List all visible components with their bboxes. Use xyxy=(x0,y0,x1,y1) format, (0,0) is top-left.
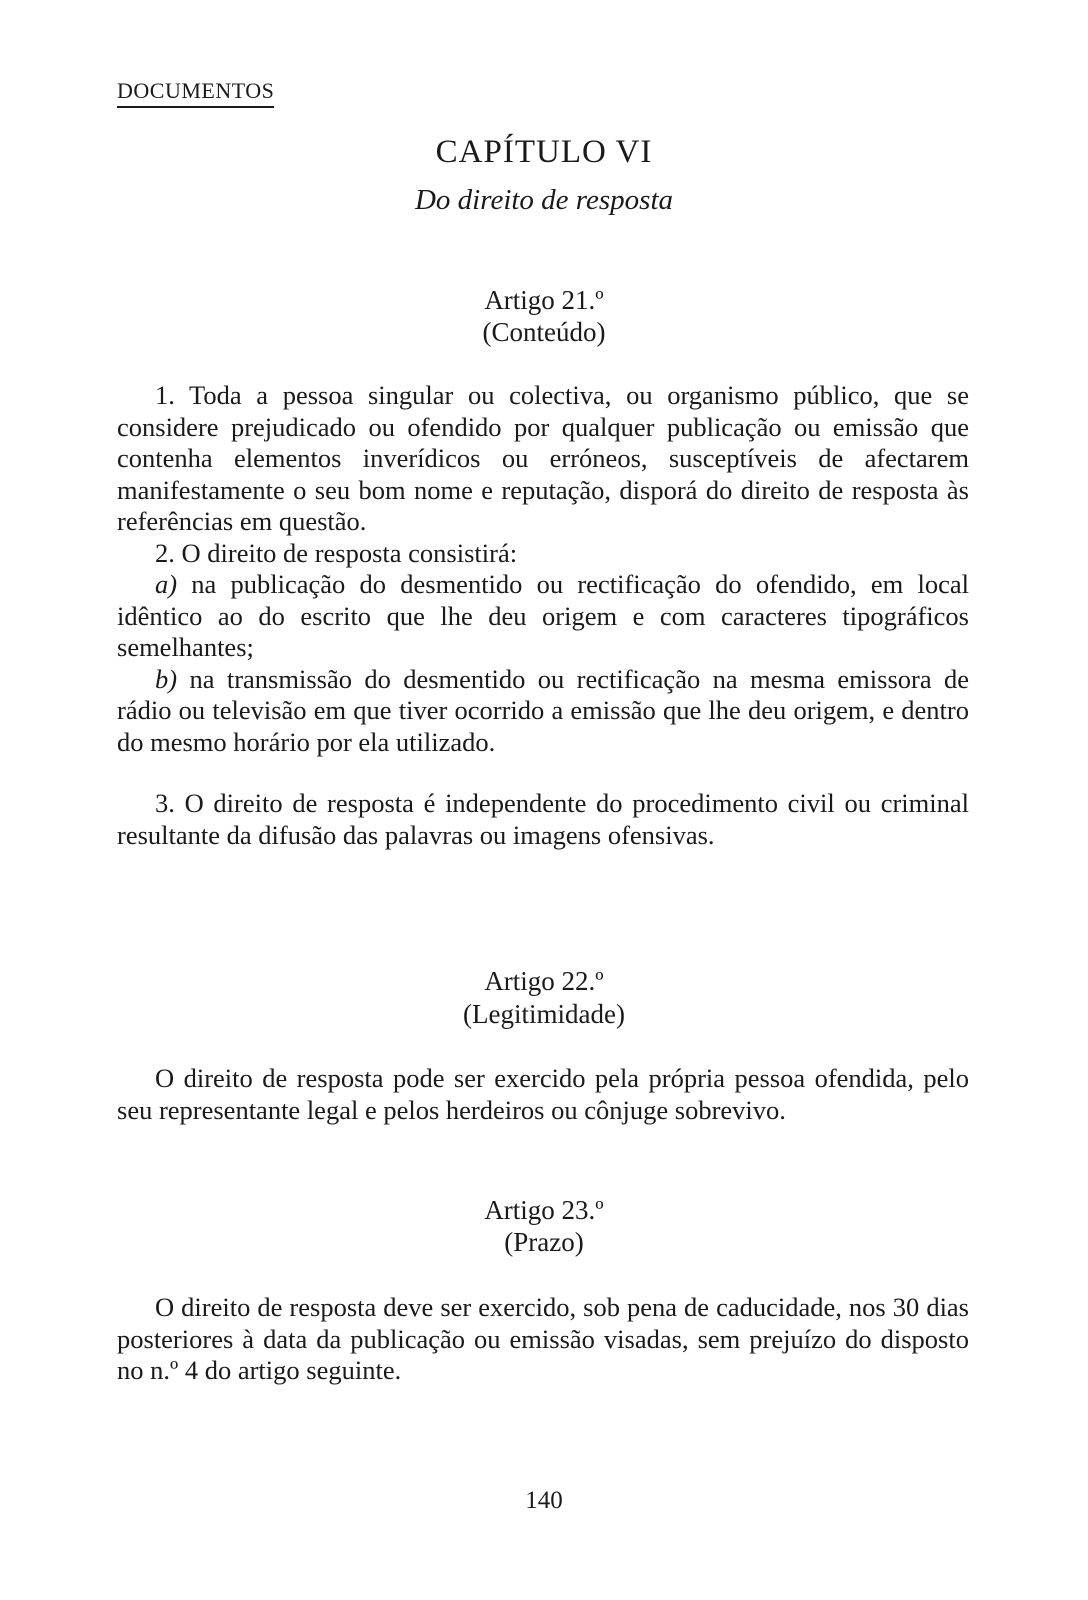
article-21-heading: Artigo 21.º xyxy=(484,285,604,315)
chapter-subtitle: Do direito de resposta xyxy=(414,184,674,216)
article-21-paragraph-1: 1. Toda a pessoa singular ou colectiva, ou organismo público, que se considere prejudicado ou ofendido por qualquer publicação ou emissão que contenha elementos inverídicos ou erróneos, susceptíveis de afectarem manifestamente o seu bom nome e reputação, disporá do direito de resposta às referências em questão. xyxy=(117,380,969,536)
page-number: 140 xyxy=(525,1487,563,1514)
article-22-subtitle: (Legitimidade) xyxy=(463,999,625,1029)
article-21-item-a xyxy=(117,569,969,664)
article-21-item-b xyxy=(117,664,969,759)
article-23-body xyxy=(117,1292,969,1387)
item-a-label: a) xyxy=(155,569,178,599)
running-head: DOCUMENTOS xyxy=(117,78,274,108)
article-22-paragraph-1: O direito de resposta pode ser exercido pela própria pessoa ofendida, pelo seu representante legal e pelos herdeiros ou cônjuge sobrevivo. xyxy=(117,1063,969,1125)
article-22-body xyxy=(117,1063,969,1126)
article-21-subtitle: (Conteúdo) xyxy=(482,317,606,347)
item-b-text: na transmissão do desmentido ou rectificação na mesma emissora de rádio ou televisão em que tiver ocorrido a emissão que lhe deu origem, e dentro do mesmo horário por ela utilizado. xyxy=(117,663,969,757)
article-23-heading: Artigo 23.º xyxy=(484,1195,604,1225)
article-22-heading: Artigo 22.º xyxy=(484,966,604,996)
item-b-label: b) xyxy=(155,663,178,694)
article-21-paragraph-2: 2. O direito de resposta consistirá: xyxy=(155,537,518,568)
item-a-text: na publicação do desmentido ou rectificação do ofendido, em local idêntico ao do escrito que lhe deu origem e com caracteres tipográficos semelhantes; xyxy=(117,569,969,662)
article-23-paragraph-1: O direito de resposta deve ser exercido, sob pena de caducidade, nos 30 dias posteriores à data da publicação ou emissão visadas, sem prejuízo do disposto no n.º 4 do artigo seguinte. xyxy=(117,1292,969,1385)
article-21-body xyxy=(117,380,969,851)
article-21-paragraph-3: 3. O direito de resposta é independente do procedimento civil ou criminal resultante da difusão das palavras ou imagens ofensivas. xyxy=(117,788,969,850)
chapter-title: CAPÍTULO VI xyxy=(435,134,653,170)
article-23-subtitle: (Prazo) xyxy=(504,1227,584,1257)
